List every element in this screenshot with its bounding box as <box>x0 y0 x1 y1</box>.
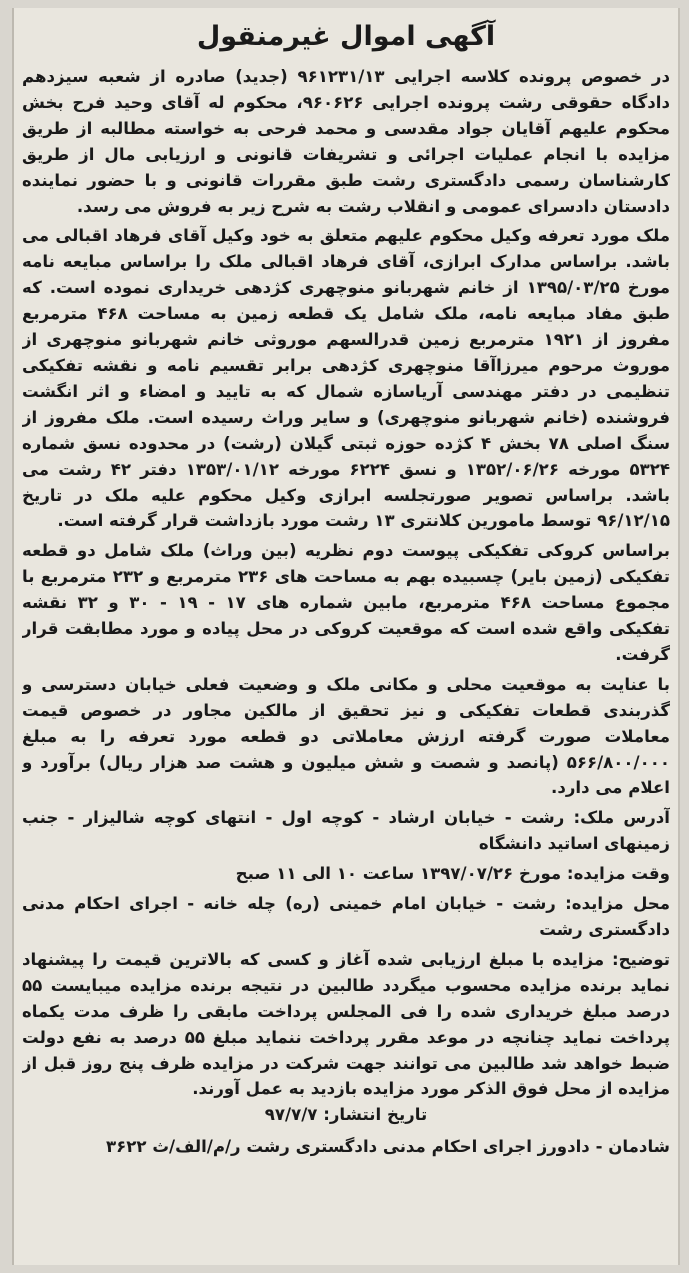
notice-paragraph-sketch: براساس کروکی تفکیکی پیوست دوم نظریه (بین وراث) ملک شامل دو قطعه تفکیکی (زمین بایر) چسبیده بهم به مساحت های ۲۳۶ مترمربع و ۲۳۲ مترمربع با مجموع مساحت ۴۶۸ مترمربع، مابین شماره های ۱۷ - ۱۹ - ۳۰ و ۳۲ نقشه تفکیکی واقع شده است که موقعیت کروکی در محل پیاده و مورد مطابقت قرار گرفت. <box>22 541 670 664</box>
notice-auction-time: وقت مزایده: مورخ ۱۳۹۷/۰۷/۲۶ ساعت ۱۰ الی ۱۱ صبح <box>235 864 670 884</box>
notice-address: آدرس ملک: رشت - خیابان ارشاد - کوچه اول - انتهای کوچه شالیزار - جنب زمینهای اساتید دانشگاه <box>22 808 670 854</box>
notice-auction-place: محل مزایده: رشت - خیابان امام خمینی (ره) چله خانه - اجرای احکام مدنی دادگستری رشت <box>22 894 670 939</box>
notice-title: آگهی اموال غیرمنقول <box>196 21 496 52</box>
notice-body <box>22 14 670 1244</box>
notice-paragraph-intro: در خصوص پرونده کلاسه اجرایی ۹۶۱۲۳۱/۱۳ (جدید) صادره از شعبه سیزدهم دادگاه حقوقی رشت پرونده اجرایی ۹۶۰۶۲۶، محکوم له آقای وحید فرح بخش محکوم علیهم آقایان جواد مقدسی و محمد فرحی به خواسته مطالبه از طریق مزایده با انجام عملیات اجرائی و تشریفات قانونی و ارزیابی مال از طریق کارشناسان رسمی دادگستری رشت طبق مقررات قانونی و با حضور نماینده دادستان دادسرای عمومی و انقلاب رشت به شرح زیر به فروش می رسد. <box>22 67 670 216</box>
notice-paragraph-valuation: با عنایت به موقعیت محلی و مکانی ملک و وضعیت فعلی خیابان دسترسی و گذربندی قطعات تفکیکی و نیز تحقیق از مالکین مجاور در خصوص قیمت معاملات صورت گرفته ارزش معاملاتی دو قطعه مورد تعرفه را به مبلغ ۵۶۶/۸۰۰/۰۰۰ (پانصد و شصت و شش میلیون و هشت صد هزار ریال) برآورد و اعلام می دارد. <box>22 674 670 798</box>
notice-publish-date: تاریخ انتشار: ۹۷/۷/۷ <box>264 1105 428 1125</box>
notice-paragraph-property: ملک مورد تعرفه وکیل محکوم علیهم متعلق به خود وکیل آقای فرهاد اقبالی می باشد. براساس مدارک ابرازی، آقای فرهاد اقبالی ملک را براساس مبایعه نامه مورخ ۱۳۹۵/۰۳/۲۵ از خانم شهربانو منوچهری کژدهی خریداری نموده است. که طبق مفاد مبایعه نامه، ملک شامل یک قطعه زمین به مساحت ۴۶۸ مترمربع مفروز از ۱۹۲۱ مترمربع زمین قدرالسهم موروثی خانم شهربانو منوچهری از موروث مرحوم میرزاآقا منوچهری کژدهی برابر تقسیم نامه و نقشه تفکیکی تنظیمی در دفتر مهندسی آریاسازه شمال که به تایید و امضاء و اثر انگشت فروشنده (خانم شهربانو منوچهری) و سایر وراث رسیده است. ملک مفروز از سنگ اصلی ۷۸ بخش ۴ کژده حوزه ثبتی گیلان (رشت) در محدوده نسق شماره ۵۳۲۴ مورخه ۱۳۵۲/۰۶/۲۶ و نسق ۶۲۲۴ مورخه ۱۳۵۳/۰۱/۱۲ دفتر ۴۲ رشت می باشد. براساس تصویر صورتجلسه ابرازی وکیل محکوم علیه ملک در تاریخ ۹۶/۱۲/۱۵ توسط مامورین کلانتری ۱۳ رشت مورد بازداشت قرار گرفته است. <box>22 226 670 531</box>
notice-explanation: توضیح: مزایده با مبلغ ارزیابی شده آغاز و کسی که بالاترین قیمت را پیشنهاد نماید برنده مزایده محسوب میگردد طالبین در نتیجه برنده مزایده میبایست ۵۵ درصد مبلغ خریداری شده را فی المجلس پرداخت مابقی را ظرف مدت یکماه پرداخت نماید چنانچه در موعد مقرر پرداخت ننماید مبلغ ۵۵ درصد به نفع دولت ضبط خواهد شد طالبین می توانند جهت شرکت در مزایده ظرف پنج روز قبل از مزایده از محل فوق الذکر مورد مزایده بازدید به عمل آورند. <box>22 949 670 1099</box>
notice-signature: شادمان - دادورز اجرای احکام مدنی دادگستری رشت ر/م/الف/ث ۳۶۲۲ <box>106 1137 670 1157</box>
